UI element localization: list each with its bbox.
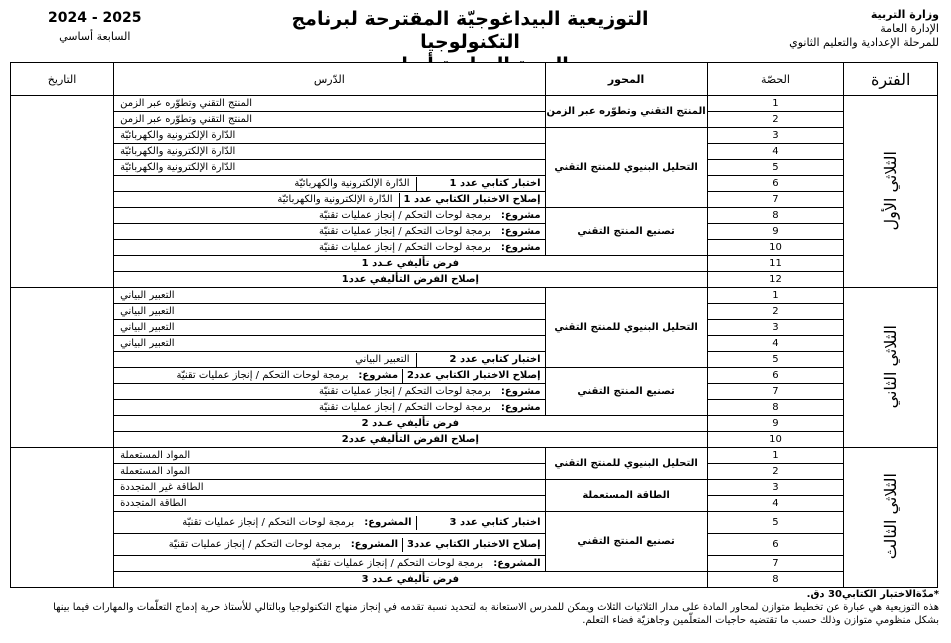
session-number: 3: [707, 320, 844, 336]
table-row: [11, 368, 938, 384]
session-number: 7: [707, 192, 844, 208]
term-3-label: الثلاثي الثالث: [880, 473, 900, 560]
project-label: مشروع:: [500, 401, 541, 413]
lesson-text: المنتج التقني وتطوّره عبر الزمن: [120, 97, 253, 109]
session-number: 4: [707, 336, 844, 352]
session-number: 10: [707, 240, 844, 256]
table-row: [11, 352, 938, 368]
table-row: [11, 480, 938, 496]
session-number: 4: [707, 496, 844, 512]
date-cell[interactable]: [11, 288, 114, 448]
col-axis: المحور: [545, 63, 707, 96]
lesson-text: برمجة لوحات التحكم / إنجاز عمليات تقنيّة: [318, 385, 491, 397]
lesson-text: برمجة لوحات التحكم / إنجاز عمليات تقنيّة: [318, 401, 491, 413]
project-label: المشروع:: [364, 516, 412, 528]
lesson-text: الدّارة الإلكترونية والكهربائيّة: [120, 145, 236, 157]
session-number: 1: [707, 288, 844, 304]
written-test-label: اختبار كتابي عدد 3: [416, 516, 545, 530]
lesson-text: الطاقة المتجددة: [120, 497, 187, 509]
session-number: 7: [707, 556, 844, 572]
date-cell[interactable]: [11, 96, 114, 288]
session-number: 2: [707, 112, 844, 128]
written-test-label: اختبار كتابي عدد 1: [416, 177, 545, 191]
project-label: مشروع:: [500, 225, 541, 237]
table-row: [11, 272, 938, 288]
lesson-text: الدّارة الإلكترونية والكهربائيّة: [120, 129, 236, 141]
axis-cell: تصنيع المنتج التقني: [545, 512, 707, 572]
lesson-text: برمجة لوحات التحكم / إنجاز عمليات تقنيّة: [168, 538, 341, 550]
table-row: [11, 336, 938, 352]
lesson-text: برمجة لوحات التحكم / إنجاز عمليات تقنيّة: [318, 209, 491, 221]
axis-cell: المنتج التقني وتطوّره عبر الزمن: [545, 96, 707, 128]
lesson-text: التعبير البياني: [120, 305, 175, 317]
lesson-text: المواد المستعملة: [120, 465, 191, 477]
table-row: [11, 176, 938, 192]
table-row: [11, 556, 938, 572]
table-row: [11, 304, 938, 320]
table-header-row: [11, 63, 938, 96]
test-duration-note: *مدّةالاختبار الكتابي30 دق.: [806, 589, 939, 600]
session-number: 2: [707, 304, 844, 320]
term-1-label: الثلاثي الأول: [880, 150, 900, 231]
table-row: [11, 448, 938, 464]
table-row: [11, 320, 938, 336]
session-number: 1: [707, 448, 844, 464]
lesson-text: التعبير البياني: [120, 321, 175, 333]
axis-cell: التحليل البنيوي للمنتج التقني: [545, 448, 707, 480]
lesson-text: الدّارة الإلكترونية والكهربائيّة: [294, 177, 410, 189]
session-number: 8: [707, 208, 844, 224]
table-row: [11, 288, 938, 304]
ministry-name: وزارة التربية: [870, 8, 939, 21]
table-row: [11, 534, 938, 556]
stage-name: للمرحلة الإعدادية والتعليم الثانوي: [789, 36, 939, 49]
summative-test: فرض تأليفي عـدد 3: [114, 572, 707, 588]
term-1-cell: [844, 96, 938, 288]
lesson-text: المنتج التقني وتطوّره عبر الزمن: [120, 113, 253, 125]
session-number: 6: [707, 534, 844, 556]
term-2-cell: [844, 288, 938, 448]
session-number: 6: [707, 368, 844, 384]
project-label: مشروع:: [358, 369, 399, 381]
footer-line-2: بشكل منظومي متوازن وذلك حسب ما تقتضيه حاجيات المتعلّمين وجاهزيّة فضاء التعلم.: [582, 615, 939, 626]
col-date: التاريخ: [11, 63, 114, 96]
lesson-text: الدّارة الإلكترونية والكهربائيّة: [277, 193, 393, 205]
col-lesson: الدّرس: [114, 63, 545, 96]
table-row: [11, 432, 938, 448]
session-number: 6: [707, 176, 844, 192]
summative-test: فرض تأليفي عـدد 1: [114, 256, 707, 272]
axis-cell: الطاقة المستعملة: [545, 480, 707, 512]
table-row: [11, 572, 938, 588]
document-title: التوزيعية البيداغوجيّة المقترحة لبرنامج التكنولوجيا: [291, 8, 649, 53]
lesson-text: التعبير البياني: [120, 337, 175, 349]
session-number: 9: [707, 224, 844, 240]
school-year: 2024 - 2025: [48, 10, 142, 26]
table-row: [11, 400, 938, 416]
session-number: 2: [707, 464, 844, 480]
session-number: 3: [707, 128, 844, 144]
session-number: 3: [707, 480, 844, 496]
table-row: [11, 240, 938, 256]
test-correction-label: إصلاح الاختبار الكتابي عدد3: [402, 538, 545, 552]
lesson-text: التعبير البياني: [120, 289, 175, 301]
table-row: [11, 512, 938, 534]
table-row: [11, 384, 938, 400]
axis-cell: تصنيع المنتج التقني: [545, 208, 707, 256]
lesson-text: برمجة لوحات التحكم / إنجاز عمليات تقنيّة: [318, 225, 491, 237]
table-row: [11, 208, 938, 224]
lesson-text: برمجة لوحات التحكم / إنجاز عمليات تقنيّة: [182, 516, 355, 528]
school-year-block: [48, 10, 142, 43]
session-number: 9: [707, 416, 844, 432]
session-number: 8: [707, 400, 844, 416]
table-row: [11, 144, 938, 160]
date-cell[interactable]: [11, 448, 114, 588]
lesson-text: برمجة لوحات التحكم / إنجاز عمليات تقنيّة: [176, 369, 349, 381]
test-correction-label: إصلاح الاختبار الكتابي عدد2: [402, 369, 545, 383]
session-number: 7: [707, 384, 844, 400]
session-number: 5: [707, 160, 844, 176]
table-row: [11, 464, 938, 480]
session-number: 8: [707, 572, 844, 588]
lesson-text: التعبير البياني: [355, 353, 410, 365]
lesson-text: المواد المستعملة: [120, 449, 191, 461]
session-number: 11: [707, 256, 844, 272]
table-row: [11, 128, 938, 144]
axis-cell: التحليل البنيوي للمنتج التقني: [545, 128, 707, 208]
table-row: [11, 96, 938, 112]
distribution-table: [10, 62, 938, 588]
term-2-label: الثلاثي الثاني: [880, 324, 900, 409]
lesson-text: برمجة لوحات التحكم / إنجاز عمليات تقنيّة: [311, 557, 484, 569]
project-label: مشروع:: [500, 385, 541, 397]
session-number: 10: [707, 432, 844, 448]
written-test-label: اختبار كتابي عدد 2: [416, 353, 545, 367]
session-number: 1: [707, 96, 844, 112]
table-row: [11, 416, 938, 432]
session-number: 5: [707, 352, 844, 368]
table-row: [11, 224, 938, 240]
lesson-text: برمجة لوحات التحكم / إنجاز عمليات تقنيّة: [318, 241, 491, 253]
col-session: الحصّة: [707, 63, 844, 96]
lesson-text: الدّارة الإلكترونية والكهربائيّة: [120, 161, 236, 173]
axis-cell: التحليل البنيوي للمنتج التقني: [545, 288, 707, 368]
grade-level: السابعة أساسي: [59, 30, 131, 43]
session-number: 12: [707, 272, 844, 288]
project-label: مشروع:: [500, 241, 541, 253]
col-period: الفترة: [844, 63, 938, 96]
summative-correction: إصلاح الفرض التأليفي عدد1: [114, 272, 707, 288]
axis-cell: تصنيع المنتج التقني: [545, 368, 707, 416]
table-row: [11, 496, 938, 512]
table-row: [11, 160, 938, 176]
ministry-block: [789, 8, 939, 50]
footer-notes: [12, 588, 939, 627]
summative-correction: إصلاح الفرض التأليفي عدد2: [114, 432, 707, 448]
project-label: المشروع:: [493, 557, 541, 569]
session-number: 5: [707, 512, 844, 534]
test-correction-label: إصلاح الاختبار الكتابي عدد 1: [399, 193, 545, 207]
table-row: [11, 192, 938, 208]
lesson-text: الطاقة غير المتجددة: [120, 481, 204, 493]
table-row: [11, 112, 938, 128]
footer-line-1: هذه التوزيعية هي عبارة عن تخطيط متوازن لمحاور المادة على مدار الثلاثيات الثلاث ويمكن للمدرس الاستعانة به لتحديد نسبة تقدمه في إنجاز منهاج التكنولوجيا وبالتالي للأستاذ حرية إدماج التعلّمات والمهارات فيما بينها: [53, 602, 939, 613]
session-number: 4: [707, 144, 844, 160]
project-label: المشروع:: [350, 538, 399, 550]
summative-test: فرض تأليفي عـدد 2: [114, 416, 707, 432]
project-label: مشروع:: [500, 209, 541, 221]
table-row: [11, 256, 938, 272]
term-3-cell: [844, 448, 938, 588]
directorate-name: الإدارة العامة: [880, 22, 939, 35]
